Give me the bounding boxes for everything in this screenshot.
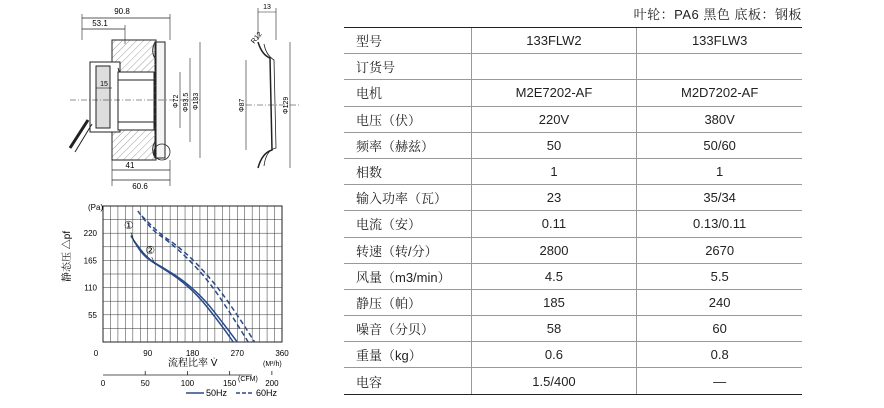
spec-table [344, 27, 802, 395]
table-row [344, 158, 802, 184]
value-133flw3: 380V [637, 106, 802, 132]
table-row [344, 289, 802, 315]
row-label: 电容 [344, 368, 471, 394]
dim-d133: Φ133 [193, 92, 200, 110]
value-133flw2: 185 [471, 289, 637, 315]
table-row [344, 106, 802, 132]
table-row [344, 132, 802, 158]
table-row [344, 54, 802, 80]
value-133flw2: 23 [471, 185, 637, 211]
chart-x2-unit: (CFM) [238, 376, 258, 383]
dim-w60: 60.6 [132, 182, 148, 191]
y-tick-label: 110 [84, 283, 97, 293]
series-line-dashed [138, 211, 248, 342]
technical-drawings [0, 0, 330, 408]
value-133flw3: M2D7202-AF [637, 80, 802, 106]
row-label: 重量（kg） [344, 342, 471, 368]
value-133flw3 [637, 54, 802, 80]
table-row [344, 211, 802, 237]
curve-marker: ② [145, 244, 156, 257]
x-tick-label: 270 [230, 349, 244, 358]
row-label: 转速（转/分） [344, 237, 471, 263]
row-label: 静压（帕） [344, 289, 471, 315]
chart-y-label: 静态压 △pf [62, 230, 73, 282]
value-133flw3: 5.5 [637, 263, 802, 289]
chart-legend [186, 388, 278, 398]
row-label: 风量（m3/min） [344, 263, 471, 289]
x2-tick-label: 50 [140, 379, 150, 388]
value-133flw2: 0.6 [471, 342, 637, 368]
table-row [344, 28, 802, 54]
legend-50hz: 50Hz [206, 388, 228, 398]
dim-overall-width: 90.8 [114, 7, 130, 16]
value-133flw2 [471, 54, 637, 80]
dim-w41: 41 [125, 161, 135, 170]
series-line-dashed [142, 216, 255, 342]
dim-plate-thickness: 13 [263, 4, 271, 11]
value-133flw2: 2800 [471, 237, 637, 263]
value-133flw3: — [637, 368, 802, 394]
chart-y-unit: (Pa) [88, 203, 104, 212]
dim-radius: R12 [250, 30, 264, 46]
value-133flw3: 50/60 [637, 132, 802, 158]
dim-depth: 53.1 [92, 19, 108, 28]
dim-d87: Φ87 [239, 98, 246, 112]
fan-side-view [70, 14, 200, 186]
material-note: 叶轮：PA6 黑色 底板：钢板 [633, 7, 802, 22]
x2-tick-label: 100 [180, 379, 195, 388]
dim-d72: Φ72 [173, 94, 180, 108]
row-label: 电机 [344, 80, 471, 106]
value-133flw3: 2670 [637, 237, 802, 263]
x-tick-label: 90 [143, 349, 153, 358]
chart-x-unit: (M³/h) [263, 361, 282, 368]
table-row [344, 263, 802, 289]
dim-inlet: 15 [100, 81, 108, 88]
value-133flw2: 1.5/400 [471, 368, 637, 394]
chart-origin: 0 [93, 349, 99, 358]
value-133flw3: 60 [637, 316, 802, 342]
x2-origin-label: 0 [100, 379, 106, 388]
table-row [344, 185, 802, 211]
row-label: 输入功率（瓦） [344, 185, 471, 211]
dim-d129: Φ129 [283, 96, 290, 114]
legend-60hz: 60Hz [256, 388, 278, 398]
chart-x-label: 流程比率 V̇ [168, 358, 218, 369]
value-133flw3: 240 [637, 289, 802, 315]
x-tick-label: 180 [185, 349, 200, 358]
y-tick-label: 165 [83, 256, 97, 266]
y-tick-label: 55 [88, 310, 97, 320]
value-133flw2: M2E7202-AF [471, 80, 637, 106]
row-label: 型号 [344, 28, 471, 54]
curve-marker: ① [123, 220, 134, 233]
row-label: 频率（赫兹） [344, 132, 471, 158]
dim-d93: Φ93.5 [183, 92, 190, 112]
x2-tick-label: 200 [265, 379, 279, 388]
value-133flw2: 4.5 [471, 263, 637, 289]
value-133flw2: 0.11 [471, 211, 637, 237]
table-row [344, 316, 802, 342]
x-tick-label: 360 [275, 349, 289, 358]
row-label: 电压（伏） [344, 106, 471, 132]
value-133flw3: 0.13/0.11 [637, 211, 802, 237]
row-label: 相数 [344, 158, 471, 184]
value-133flw2: 220V [471, 106, 637, 132]
x2-tick-label: 150 [222, 379, 237, 388]
value-133flw3: 1 [637, 158, 802, 184]
value-133flw3: 133FLW3 [637, 28, 802, 54]
table-row [344, 80, 802, 106]
plate-section-view [246, 8, 300, 168]
value-133flw2: 1 [471, 158, 637, 184]
value-133flw3: 35/34 [637, 185, 802, 211]
table-row [344, 368, 802, 394]
value-133flw2: 133FLW2 [471, 28, 637, 54]
row-label: 噪音（分贝） [344, 316, 471, 342]
row-label: 订货号 [344, 54, 471, 80]
table-row [344, 237, 802, 263]
row-label: 电流（安） [344, 211, 471, 237]
value-133flw2: 58 [471, 316, 637, 342]
table-row [344, 342, 802, 368]
value-133flw2: 50 [471, 132, 637, 158]
y-tick-label: 220 [83, 229, 97, 239]
value-133flw3: 0.8 [637, 342, 802, 368]
